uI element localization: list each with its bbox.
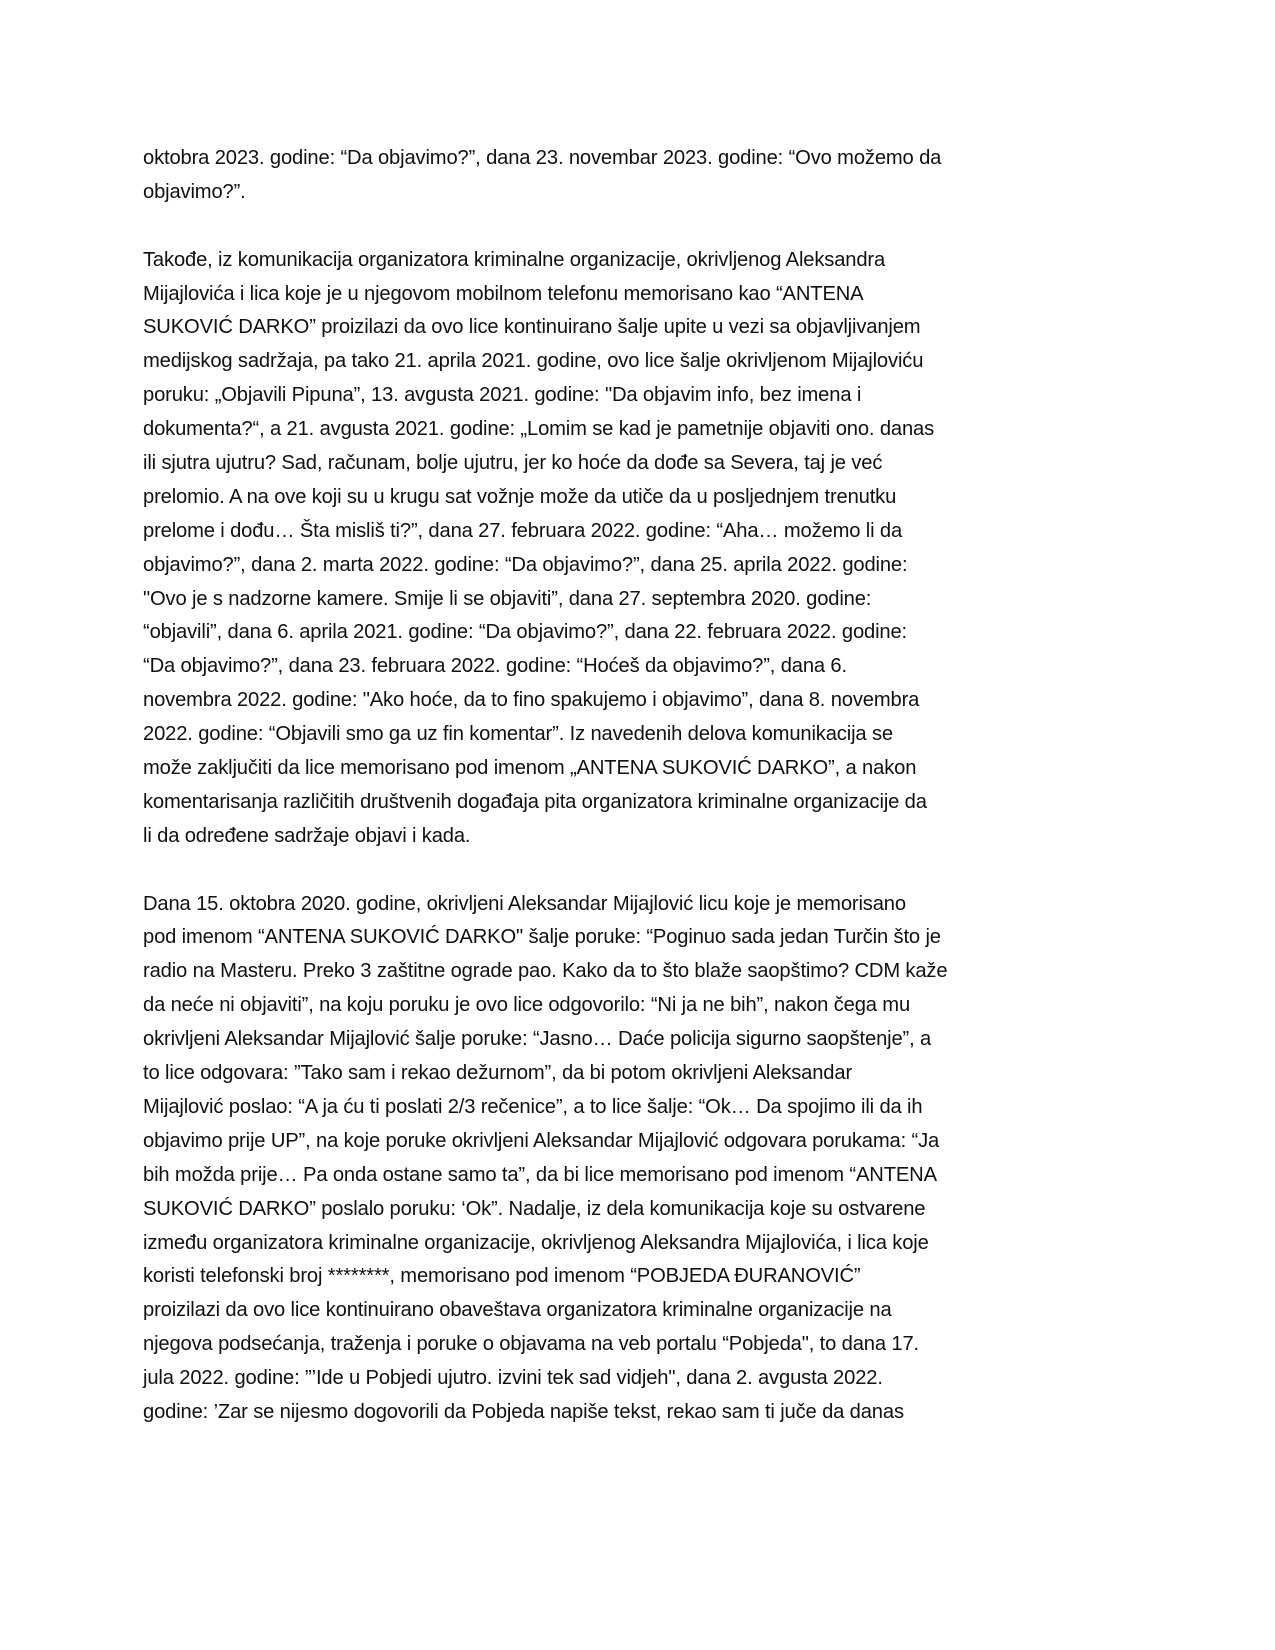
text-line: to lice odgovara: ”Tako sam i rekao dežurnom”, da bi potom okrivljeni Aleksandar: [143, 1062, 853, 1085]
paragraph-spacer: [143, 854, 1073, 888]
text-line: novembra 2022. godine: "Ako hoće, da to fino spakujemo i objavimo”, dana 8. novembra: [143, 689, 920, 712]
text-line: bih možda prije… Pa onda ostane samo ta”, da bi lice memorisano pod imenom “ANTENA: [143, 1163, 937, 1186]
text-line: “objavili”, dana 6. aprila 2021. godine: “Da objavimo?”, dana 22. februara 2022. godine:: [143, 621, 908, 644]
text-line: SUKOVIĆ DARKO” poslalo poruku: ‘Ok”. Nadalje, iz dela komunikacija koje su ostvarene: [143, 1197, 926, 1220]
text-line: prelomio. A na ove koji su u krugu sat vožnje može da utiče da u posljednjem trenutku: [143, 485, 897, 508]
text-line: oktobra 2023. godine: “Da objavimo?”, dana 23. novembar 2023. godine: “Ovo možemo da: [143, 147, 942, 169]
text-line: li da određene sadržaje objavi i kada.: [143, 824, 471, 847]
text-line: koristi telefonski broj ********, memorisano pod imenom “POBJEDA ĐURANOVIĆ”: [143, 1265, 861, 1288]
text-line: jula 2022. godine: ”’Ide u Pobjedi ujutro. izvini tek sad vidjeh", dana 2. avgusta 2022.: [143, 1367, 883, 1390]
text-line: SUKOVIĆ DARKO” proizilazi da ovo lice kontinuirano šalje upite u vezi sa objavljivanjem: [143, 316, 921, 339]
text-line: radio na Masteru. Preko 3 zaštitne ograde pao. Kako da to što blaže saopštimo? CDM kaže: [143, 960, 948, 983]
text-line: “Da objavimo?”, dana 23. februara 2022. godine: “Hoćeš da objavimo?”, dana 6.: [143, 655, 847, 678]
text-line: komentarisanja različitih društvenih događaja pita organizatora kriminalne organizacije da: [143, 790, 927, 813]
text-line: godine: ’Zar se nijesmo dogovorili da Pobjeda napiše tekst, rekao sam ti juče da danas: [143, 1400, 904, 1423]
text-line: prelome i dođu… Šta misliš ti?”, dana 27. februara 2022. godine: “Aha… možemo li da: [143, 519, 903, 542]
text-line: Mijajlović poslao: “A ja ću ti poslati 2/3 rečenice”, a to lice šalje: “Ok… Da spojimo ili da ih: [143, 1095, 923, 1118]
paragraph-1: [143, 142, 1073, 210]
text-line: Mijajlovića i lica koje je u njegovom mobilnom telefonu memorisano kao “ANTENA: [143, 282, 864, 305]
text-line: 2022. godine: “Objavili smo ga uz fin komentar”. Iz navedenih delova komunikacija se: [143, 723, 893, 746]
text-line: između organizatora kriminalne organizacije, okrivljenog Aleksandra Mijajlovića, i lica koje: [143, 1231, 929, 1254]
text-line: objavimo prije UP”, na koje poruke okrivljeni Aleksandar Mijajlović odgovara porukama: “Ja: [143, 1129, 940, 1152]
text-line: poruku: „Objavili Pipuna”, 13. avgusta 2021. godine: "Da objavim info, bez imena i: [143, 384, 862, 407]
text-line: objavimo?”.: [143, 180, 246, 203]
text-line: medijskog sadržaja, pa tako 21. aprila 2021. godine, ovo lice šalje okrivljenom Mijajloviću: [143, 350, 924, 373]
text-line: može zaključiti da lice memorisano pod imenom „ANTENA SUKOVIĆ DARKO”, a nakon: [143, 757, 917, 780]
text-line: "Ovo je s nadzorne kamere. Smije li se objaviti”, dana 27. septembra 2020. godine:: [143, 587, 872, 610]
text-line: okrivljeni Aleksandar Mijajlović šalje poruke: “Jasno… Daće policija sigurno saopštenje”, a: [143, 1028, 932, 1051]
text-line: ili sjutra ujutru? Sad, računam, bolje ujutru, jer ko hoće da dođe sa Severa, taj je već: [143, 452, 883, 475]
text-line: da neće ni objaviti”, na koju poruku je ovo lice odgovorilo: “Ni ja ne bih”, nakon čega mu: [143, 994, 911, 1017]
text-line: Dana 15. oktobra 2020. godine, okrivljeni Aleksandar Mijajlović licu koje je memorisano: [143, 892, 906, 915]
paragraph-2: [143, 244, 1073, 854]
paragraph-3: [143, 888, 1073, 1430]
text-line: dokumenta?“, a 21. avgusta 2021. godine: „Lomim se kad je pametnije objaviti ono. danas: [143, 418, 935, 441]
text-line: proizilazi da ovo lice kontinuirano obaveštava organizatora kriminalne organizacije na: [143, 1299, 892, 1322]
text-line: objavimo?”, dana 2. marta 2022. godine: “Da objavimo?”, dana 25. aprila 2022. godine:: [143, 553, 908, 576]
text-line: Takođe, iz komunikacija organizatora kriminalne organizacije, okrivljenog Aleksandra: [143, 248, 886, 271]
paragraph-spacer: [143, 210, 1073, 244]
text-line: pod imenom “ANTENA SUKOVIĆ DARKO" šalje poruke: “Poginuo sada jedan Turčin što je: [143, 926, 941, 949]
text-line: njegova podsećanja, traženja i poruke o objavama na veb portalu “Pobjeda", to dana 17.: [143, 1333, 919, 1356]
document-body: [143, 142, 1073, 1430]
